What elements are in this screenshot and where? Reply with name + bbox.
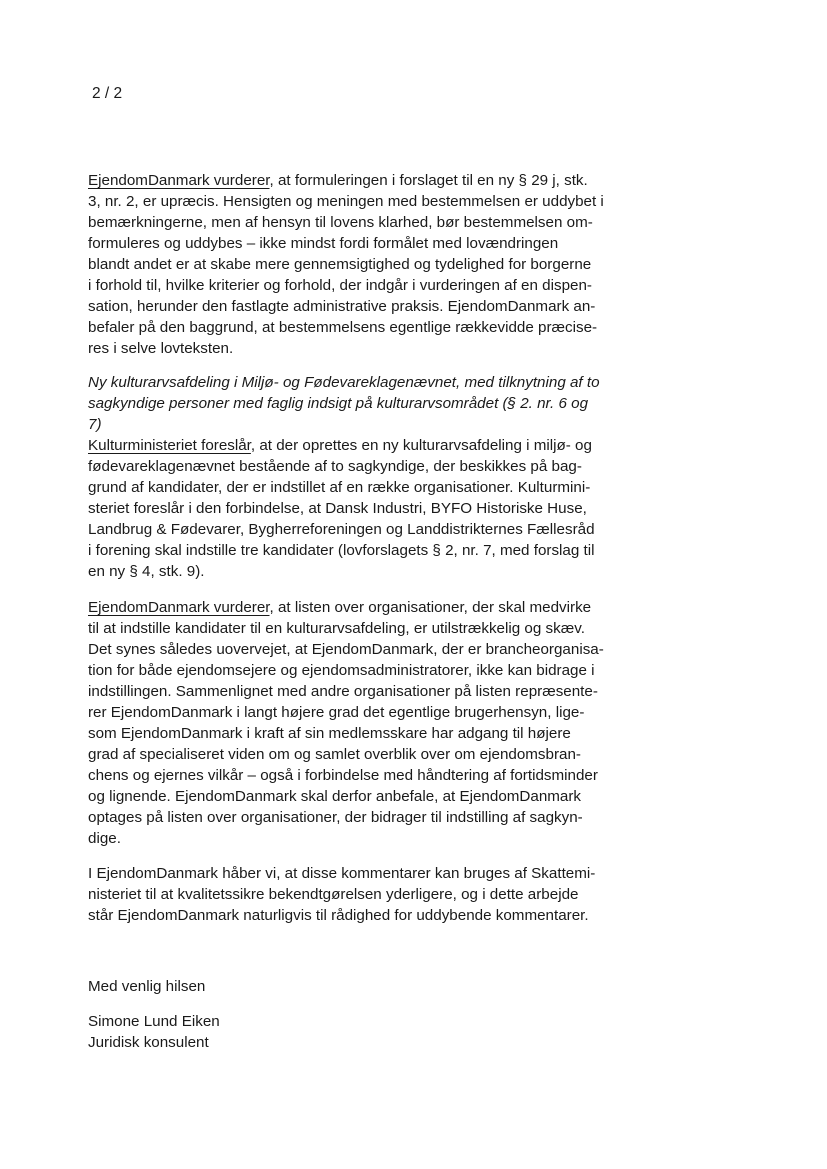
- paragraph-2: Kulturministeriet foreslår, at der oprettes en ny kulturarvsafdeling i miljø- og fødevareklagenævnet bestående af to sagkyndige, der beskikkes på bag- grund af kandidater, der er indstillet af en række organisationer. Kulturmini- steriet foreslår i den forbindelse, at Dansk Industri, BYFO Historiske Huse, Landbrug & Fødevarer, Bygherreforeningen og Landdistrikternes Fællesråd i forening skal indstille tre kandidater (lovforslagets § 2, nr. 7, med forslag til en ny § 4, stk. 9).: [88, 437, 595, 580]
- signature-title: Juridisk konsulent: [88, 1034, 209, 1051]
- page-number: 2 / 2: [92, 85, 123, 102]
- paragraph-1-lead: EjendomDanmark vurderer: [88, 172, 270, 189]
- signature-name: Simone Lund Eiken: [88, 1013, 220, 1030]
- paragraph-3-lead: EjendomDanmark vurderer: [88, 599, 270, 616]
- paragraph-2-lead: Kulturministeriet foreslår: [88, 437, 251, 454]
- section-heading: Ny kulturarvsafdeling i Miljø- og Fødevareklagenævnet, med tilknytning af to sagkyndige personer med faglig indsigt på kulturarvsområdet (§ 2. nr. 6 og 7): [88, 374, 600, 433]
- paragraph-3: EjendomDanmark vurderer, at listen over organisationer, der skal medvirke til at indstille kandidater til en kulturarvsafdeling, er utilstrækkelig og skæv. Det synes således uovervejet, at EjendomDanmark, der er brancheorganisa- tion for både ejendomsejere og ejendomsadministratorer, ikke kan bidrage i indstillingen. Sammenlignet med andre organisationer på listen repræsente- rer EjendomDanmark i langt højere grad det egentlige brugerhensyn, lige- som EjendomDanmark i kraft af sin medlemsskare har adgang til højere grad af specialiseret viden om og samlet overblik over om ejendomsbran- chens og ejernes vilkår – også i forbindelse med håndtering af fortidsminder og lignende. EjendomDanmark skal derfor anbefale, at EjendomDanmark optages på listen over organisationer, der bidrager til indstilling af sagkyn- dige.: [88, 599, 604, 847]
- closing: Med venlig hilsen: [88, 978, 206, 995]
- signature: [88, 1011, 220, 1053]
- paragraph-4: I EjendomDanmark håber vi, at disse kommentarer kan bruges af Skattemi- nisteriet til at kvalitetssikre bekendtgørelsen yderligere, og i dette arbejde står EjendomDanmark naturligvis til rådighed for uddybende kommentarer.: [88, 865, 596, 924]
- paragraph-1: EjendomDanmark vurderer, at formuleringen i forslaget til en ny § 29 j, stk. 3, nr. 2, er upræcis. Hensigten og meningen med bestemmelsen er uddybet i bemærkningerne, men af hensyn til lovens klarhed, bør bestemmelsen om- formuleres og uddybes – ikke mindst fordi formålet med lovændringen blandt andet er at skabe mere gennemsigtighed og tydelighed for borgerne i forhold til, hvilke kriterier og forhold, der indgår i vurderingen af en dispen- sation, herunder den fastlagte administrative praksis. EjendomDanmark an- befaler på den baggrund, at bestemmelsens egentlige rækkevidde præcise- res i selve lovteksten.: [88, 172, 604, 357]
